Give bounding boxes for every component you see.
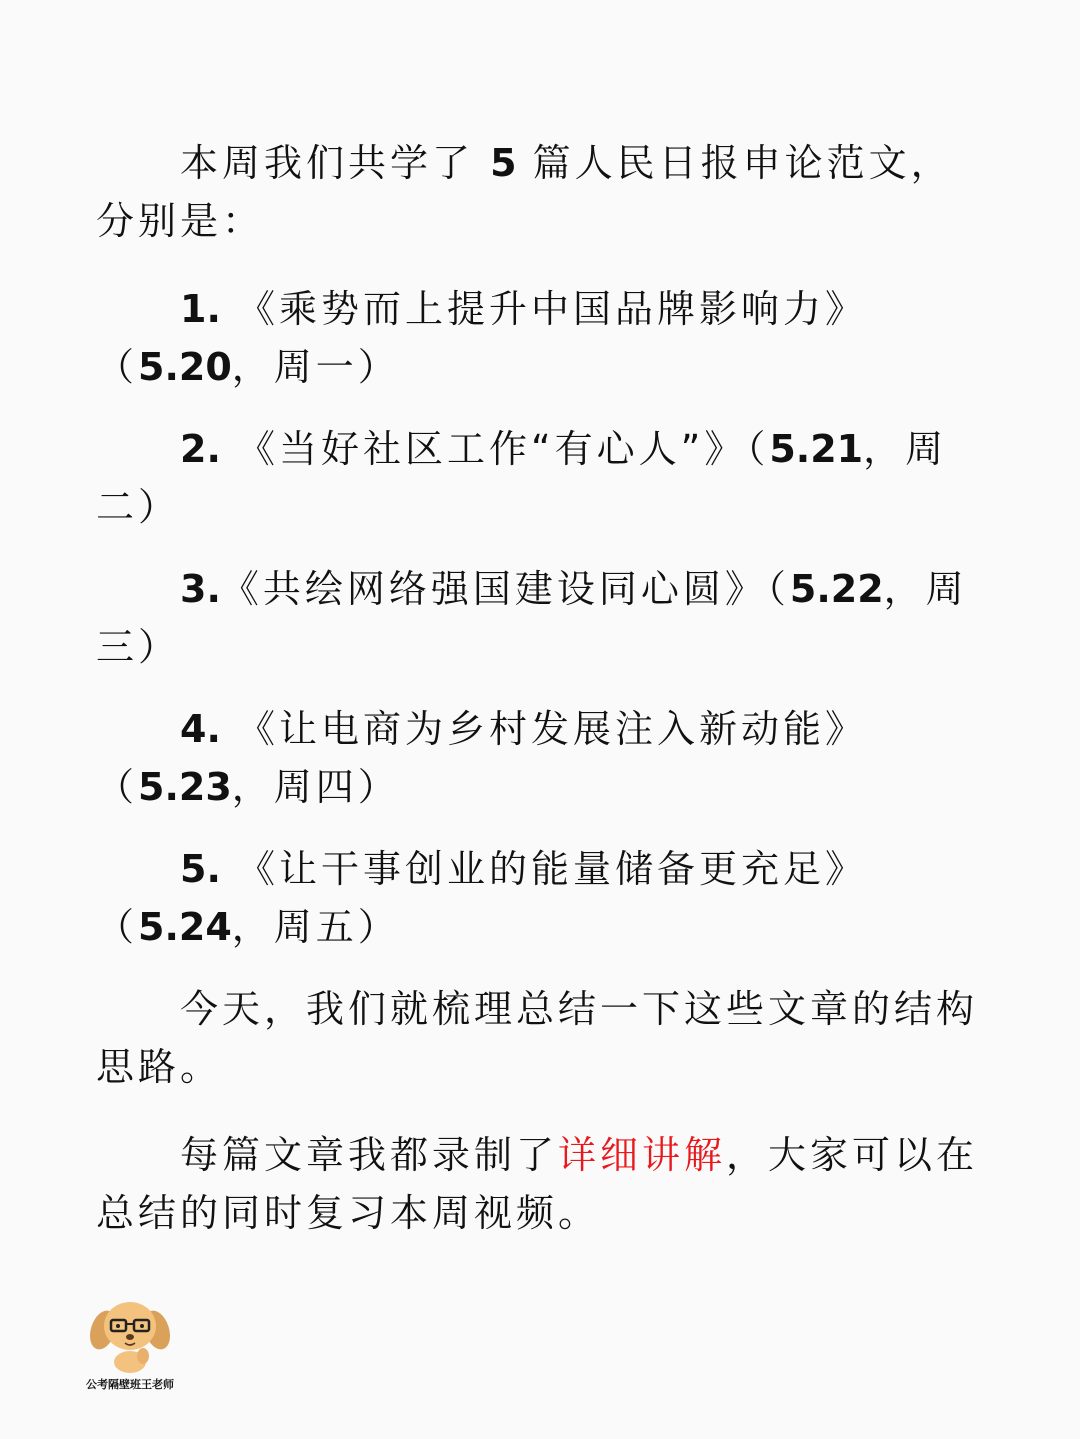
highlight-text: 详细讲解 [558, 1133, 727, 1177]
item-date: 5.20 [138, 345, 232, 389]
intro-paragraph [96, 134, 986, 250]
item-title: 《共绘网络强国建设同心圆》（ [220, 567, 790, 611]
dog-mascot-icon [87, 1296, 173, 1374]
intro-text-a: 本周我们共学了 [180, 141, 491, 185]
intro-text-b: 篇人民日报申论范文，分别是： [96, 141, 953, 243]
item-date: 5.21 [769, 427, 864, 471]
article-body [96, 134, 986, 1272]
item-date: 5.24 [138, 905, 232, 949]
note-text-b: ，大家可以在总结的同时复习本周视频。 [96, 1133, 979, 1235]
item-number: 3. [180, 567, 221, 611]
intro-count: 5 [490, 141, 517, 185]
item-date: 5.22 [789, 567, 884, 611]
list-item-4 [96, 700, 986, 816]
item-weekday: ，周三） [96, 567, 968, 669]
item-number: 1. [180, 287, 221, 331]
watermark [70, 1296, 190, 1392]
item-weekday: ，周一） [231, 345, 400, 389]
item-number: 5. [180, 847, 221, 891]
item-title: 《当好社区工作“有心人”》（ [220, 427, 770, 471]
list-item-1 [96, 280, 986, 396]
list-item-2 [96, 420, 986, 536]
note-text-a: 每篇文章我都录制了 [180, 1133, 559, 1177]
item-weekday: ，周四） [231, 765, 400, 809]
list-item-3 [96, 560, 986, 676]
item-date: 5.23 [138, 765, 232, 809]
list-item-5 [96, 840, 986, 956]
item-weekday: ，周二） [96, 427, 948, 529]
item-number: 4. [180, 707, 221, 751]
watermark-label: 公考隔壁班王老师 [86, 1378, 174, 1391]
note-paragraph [96, 1126, 986, 1242]
item-number: 2. [180, 427, 221, 471]
item-weekday: ，周五） [231, 905, 400, 949]
summary-paragraph: 今天，我们就梳理总结一下这些文章的结构思路。 [96, 987, 979, 1089]
item-title: 《让干事创业的能量储备更充足》（ [96, 847, 867, 949]
item-title: 《让电商为乡村发展注入新动能》（ [96, 707, 867, 809]
item-title: 《乘势而上提升中国品牌影响力》（ [96, 287, 867, 389]
